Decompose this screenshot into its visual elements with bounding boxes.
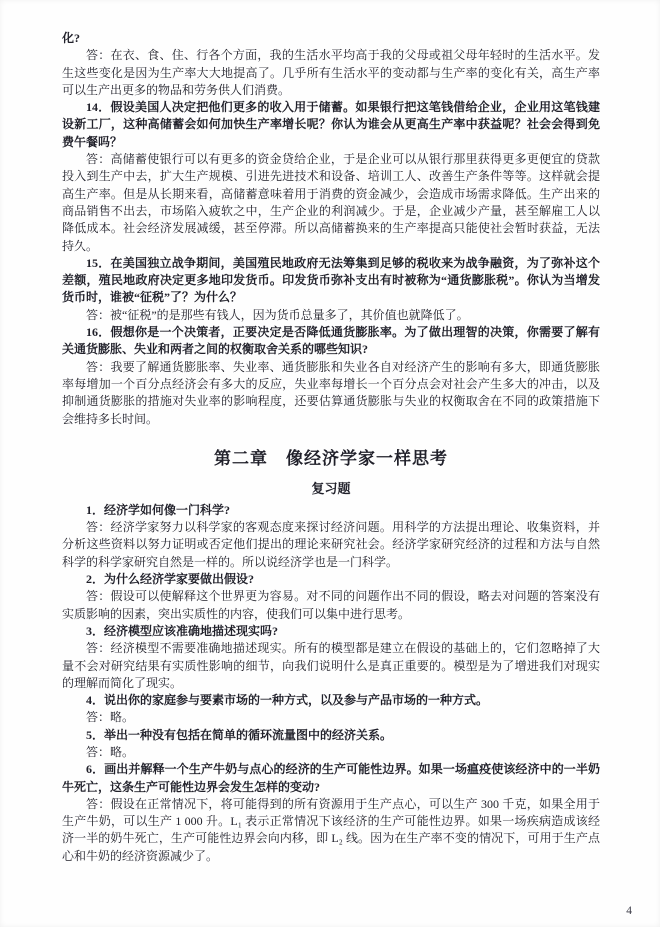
answer: 答：高储蓄使银行可以有更多的资金贷给企业，于是企业可以从银行那里获得更多更便宜的贷款投入到生产中去，扩大生产规模、引进先进技术和设备、培训工人、改善生产条件等等。这样就会提高生产率。但是从长期来看，高储蓄意味着用于消费的资金减少，会造成市场需求降低。生产出来的商品销售不出去，市场陷入疲软之中，生产企业的利润减少。于是，企业减少产量，甚至解雇工人以降低成本。社会经济发展减缓，甚至停滞。所以高储蓄换来的生产率提高只能使社会暂时获益，无法持久。	[62, 152, 600, 253]
answer: 答：经济学家努力以科学家的客观态度来探讨经济问题。用科学的方法提出理论、收集资料，并分析这些资料以努力证明或否定他们提出的理论来研究社会。经济学家研究经济的过程和方法与自然科学的科学家研究自然是一样的。所以说经济学也是一门科学。	[62, 520, 600, 569]
question: 16．假想你是一个决策者，正要决定是否降低通货膨胀率。为了做出理智的决策，你需要了解有关通货膨胀、失业和两者之间的权衡取舍关系的哪些知识?	[62, 325, 600, 357]
answer: 答：假设在正常情况下，将可能得到的所有资源用于生产点心，可以生产 300 千克，如果全用于生产牛奶，可以生产 1 000 升。L₁ 表示正常情况下该经济的生产可能性边界。如果一场疾病造成该经济一半的奶牛死亡，生产可能性边界会向内移，即 L₂ 线。因为在生产率不变的情况下，可用于生产点心和牛奶的经济资源减少了。	[62, 796, 600, 863]
answer: 答：假设可以使解释这个世界更为容易。对不同的问题作出不同的假设，略去对问题的答案没有实质影响的因素，突出实质性的内容，使我们可以集中进行思考。	[62, 589, 600, 621]
question: 15．在美国独立战争期间，美国殖民地政府无法筹集到足够的税收来为战争融资，为了弥补这个差额，殖民地政府决定更多地印发货币。印发货币弥补支出有时被称为“通货膨胀税”。你认为当增发货币时，谁被“征税”了？为什么？	[62, 255, 600, 305]
answer: 答：略。	[86, 744, 135, 759]
question: 1．经济学如何像一门科学?	[86, 502, 231, 517]
question: 14．假设美国人决定把他们更多的收入用于储蓄。如果银行把这笔钱借给企业，企业用这笔钱建设新工厂，这种高储蓄会如何加快生产率增长呢？你认为谁会从更高生产率中获益呢？社会会得到免费午餐吗？	[62, 100, 600, 149]
question: 6．画出并解释一个生产牛奶与点心的经济的生产可能性边界。如果一场瘟疫使该经济中的一半奶牛死亡，这条生产可能性边界会发生怎样的变动?	[62, 762, 600, 794]
question: 5．举出一种没有包括在简单的循环流量图中的经济关系。	[86, 727, 393, 742]
answer: 答：略。	[86, 710, 135, 725]
chapter-title: 第二章 像经济学家一样思考	[214, 448, 448, 468]
page-number: 4	[626, 905, 632, 917]
question-fragment: 化?	[62, 31, 81, 45]
section-title: 复习题	[311, 480, 351, 496]
question: 2．为什么经济学家要做出假设?	[86, 572, 255, 587]
answer: 答：我要了解通货膨胀率、失业率、通货膨胀和失业各自对经济产生的影响有多大，即通货膨胀率每增加一个百分点经济会有多大的反应，失业率每增长一个百分点会对社会产生多大的冲击，以及抑制通货膨胀的措施对失业率的影响程度，还要估算通货膨胀与失业的权衡取舍在不同的政策措施下会维持多长时间。	[62, 359, 600, 426]
answer: 答：在衣、食、住、行各个方面，我的生活水平均高于我的父母或祖父母年轻时的生活水平。发生这些变化是因为生产率大大地提高了。几乎所有生活水平的变动都与生产率的变化有关，高生产率可以生产出更多的物品和劳务供人们消费。	[62, 48, 600, 97]
question: 3．经济模型应该准确地描述现实吗?	[86, 623, 279, 638]
question: 4．说出你的家庭参与要素市场的一种方式，以及参与产品市场的一种方式。	[86, 693, 489, 708]
document-body	[62, 30, 600, 865]
answer: 答：被“征税”的是那些有钱人，因为货币总量多了，其价值也就降低了。	[86, 307, 469, 322]
answer: 答：经济模型不需要准确地描述现实。所有的模型都是建立在假设的基础上的，它们忽略掉了大量不会对研究结果有实质性影响的细节，向我们说明什么是真正重要的。模型是为了增进我们对现实的理解而简化了现实。	[62, 641, 600, 690]
